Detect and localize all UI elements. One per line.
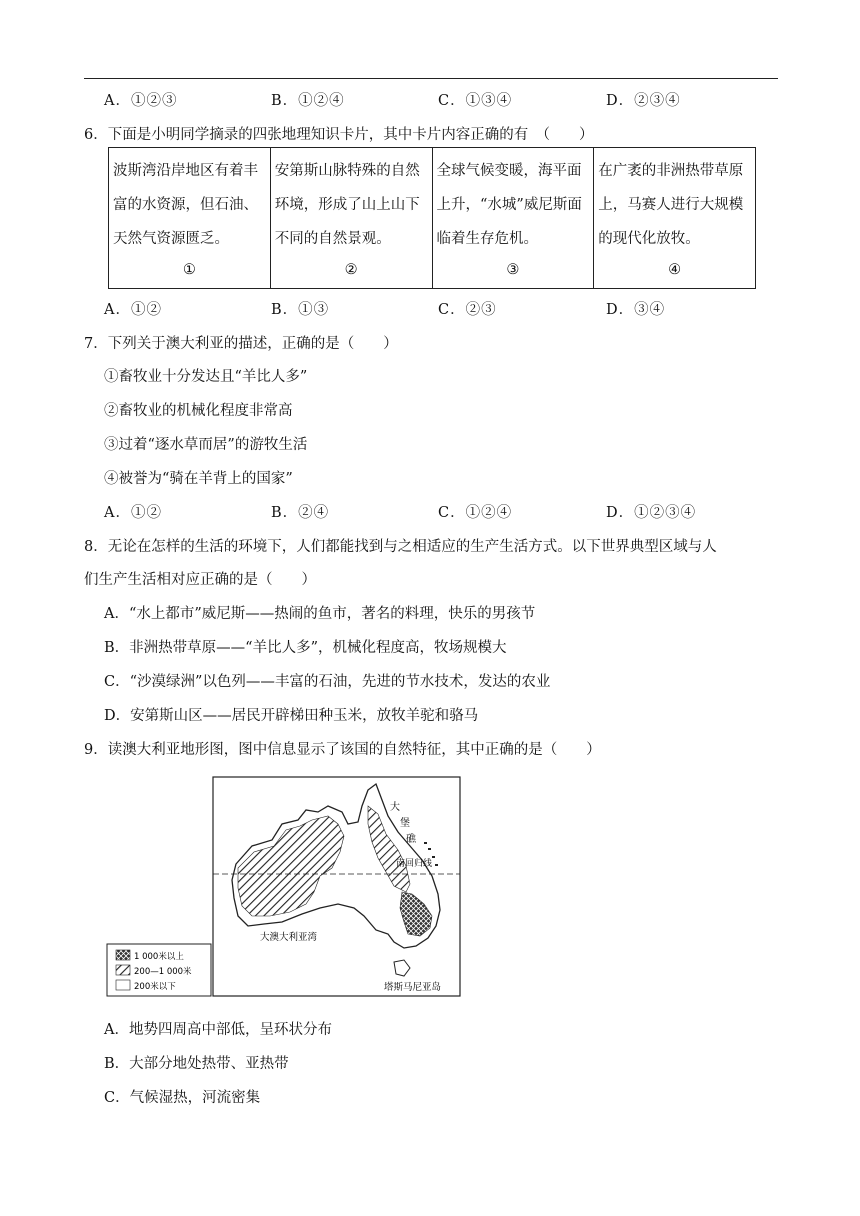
reef-label-2: 堡 [400, 818, 410, 829]
q8-option-c: C．“沙漠绿洲”以色列——丰富的石油，先进的节水技术，发达的农业 [104, 674, 551, 690]
q6-stem: 6．下面是小明同学摘录的四张地理知识卡片，其中卡片内容正确的有 （ ） [84, 127, 594, 143]
bight-label: 大澳大利亚湾 [260, 932, 318, 943]
legend-mid-label: 200—1 000米 [134, 967, 192, 977]
q6-option-d: D．③④ [606, 302, 666, 318]
legend-low-label: 200米以下 [134, 982, 176, 992]
top-rule [84, 78, 778, 79]
legend-high-label: 1 000米以上 [134, 952, 184, 962]
q9-option-b: B．大部分地处热带、亚热带 [104, 1056, 289, 1072]
q8-stem-line1: 8．无论在怎样的生活的环境下，人们都能找到与之相适应的生产生活方式。以下世界典型区域与人 [84, 539, 717, 555]
q6-card-2 [270, 148, 432, 289]
q5-option-c: C．①③④ [438, 93, 513, 109]
q9-option-c: C．气候湿热，河流密集 [104, 1090, 261, 1106]
q6-card-3-text: 全球气候变暖，海平面上升，“水城”威尼斯面临着生存危机。 [436, 163, 582, 247]
q6-card-2-number: ② [344, 262, 358, 278]
q8-option-a: A．“水上都市”威尼斯——热闹的鱼市，著名的料理，快乐的男孩节 [104, 606, 536, 622]
q6-option-c: C．②③ [438, 302, 497, 318]
q7-item-4: ④被誉为“骑在羊背上的国家” [104, 471, 293, 487]
legend-swatch-mid [116, 965, 130, 975]
q6-card-3-number: ③ [506, 262, 520, 278]
q5-option-d: D．②③④ [606, 93, 681, 109]
q6-card-1-text: 波斯湾沿岸地区有着丰富的水资源，但石油、天然气资源匮乏。 [113, 163, 258, 247]
q7-option-b: B．②④ [271, 505, 330, 521]
legend-swatch-high [116, 950, 130, 960]
q6-card-1 [109, 148, 271, 289]
map-legend [107, 944, 211, 996]
q7-item-1: ①畜牧业十分发达且“羊比人多” [104, 369, 308, 385]
q6-card-1-number: ① [182, 262, 196, 278]
q8-stem-line2: 们生产生活相对应正确的是（ ） [84, 572, 316, 588]
q8-option-b: B．非洲热带草原——“羊比人多”，机械化程度高，牧场规模大 [104, 640, 507, 656]
q9-stem: 9．读澳大利亚地形图，图中信息显示了该国的自然特征，其中正确的是（ ） [84, 742, 601, 758]
q6-card-4 [594, 148, 756, 289]
q5-option-a: A．①②③ [104, 93, 178, 109]
q6-card-3 [432, 148, 594, 289]
q5-option-b: B．①②④ [271, 93, 345, 109]
q6-option-a: A．①② [104, 302, 162, 318]
reef-label-3: 礁 [406, 834, 416, 845]
q6-card-4-number: ④ [668, 262, 682, 278]
q6-option-b: B．①③ [271, 302, 330, 318]
q7-option-d: D．①②③④ [606, 505, 697, 521]
q6-card-table [108, 147, 756, 289]
q9-option-a: A．地势四周高中部低，呈环状分布 [104, 1022, 332, 1038]
australia-topographic-map [106, 776, 462, 998]
q6-card-2-text: 安第斯山脉特殊的自然环境，形成了山上山下不同的自然景观。 [274, 163, 420, 247]
q7-option-c: C．①②④ [438, 505, 513, 521]
legend-swatch-low [116, 980, 130, 990]
tasmania-label: 塔斯马尼亚岛 [384, 982, 442, 993]
tropic-label: 南回归线 [396, 859, 433, 869]
reef-label-1: 大 [390, 802, 400, 813]
q7-option-a: A．①② [104, 505, 162, 521]
q7-stem: 7．下列关于澳大利亚的描述，正确的是（ ） [84, 336, 398, 352]
q8-option-d: D．安第斯山区——居民开辟梯田种玉米，放牧羊驼和骆马 [104, 708, 479, 724]
q6-card-4-text: 在广袤的非洲热带草原上，马赛人进行大规模的现代化放牧。 [598, 163, 744, 247]
q7-item-3: ③过着“逐水草而居”的游牧生活 [104, 437, 308, 453]
q7-item-2: ②畜牧业的机械化程度非常高 [104, 403, 293, 419]
